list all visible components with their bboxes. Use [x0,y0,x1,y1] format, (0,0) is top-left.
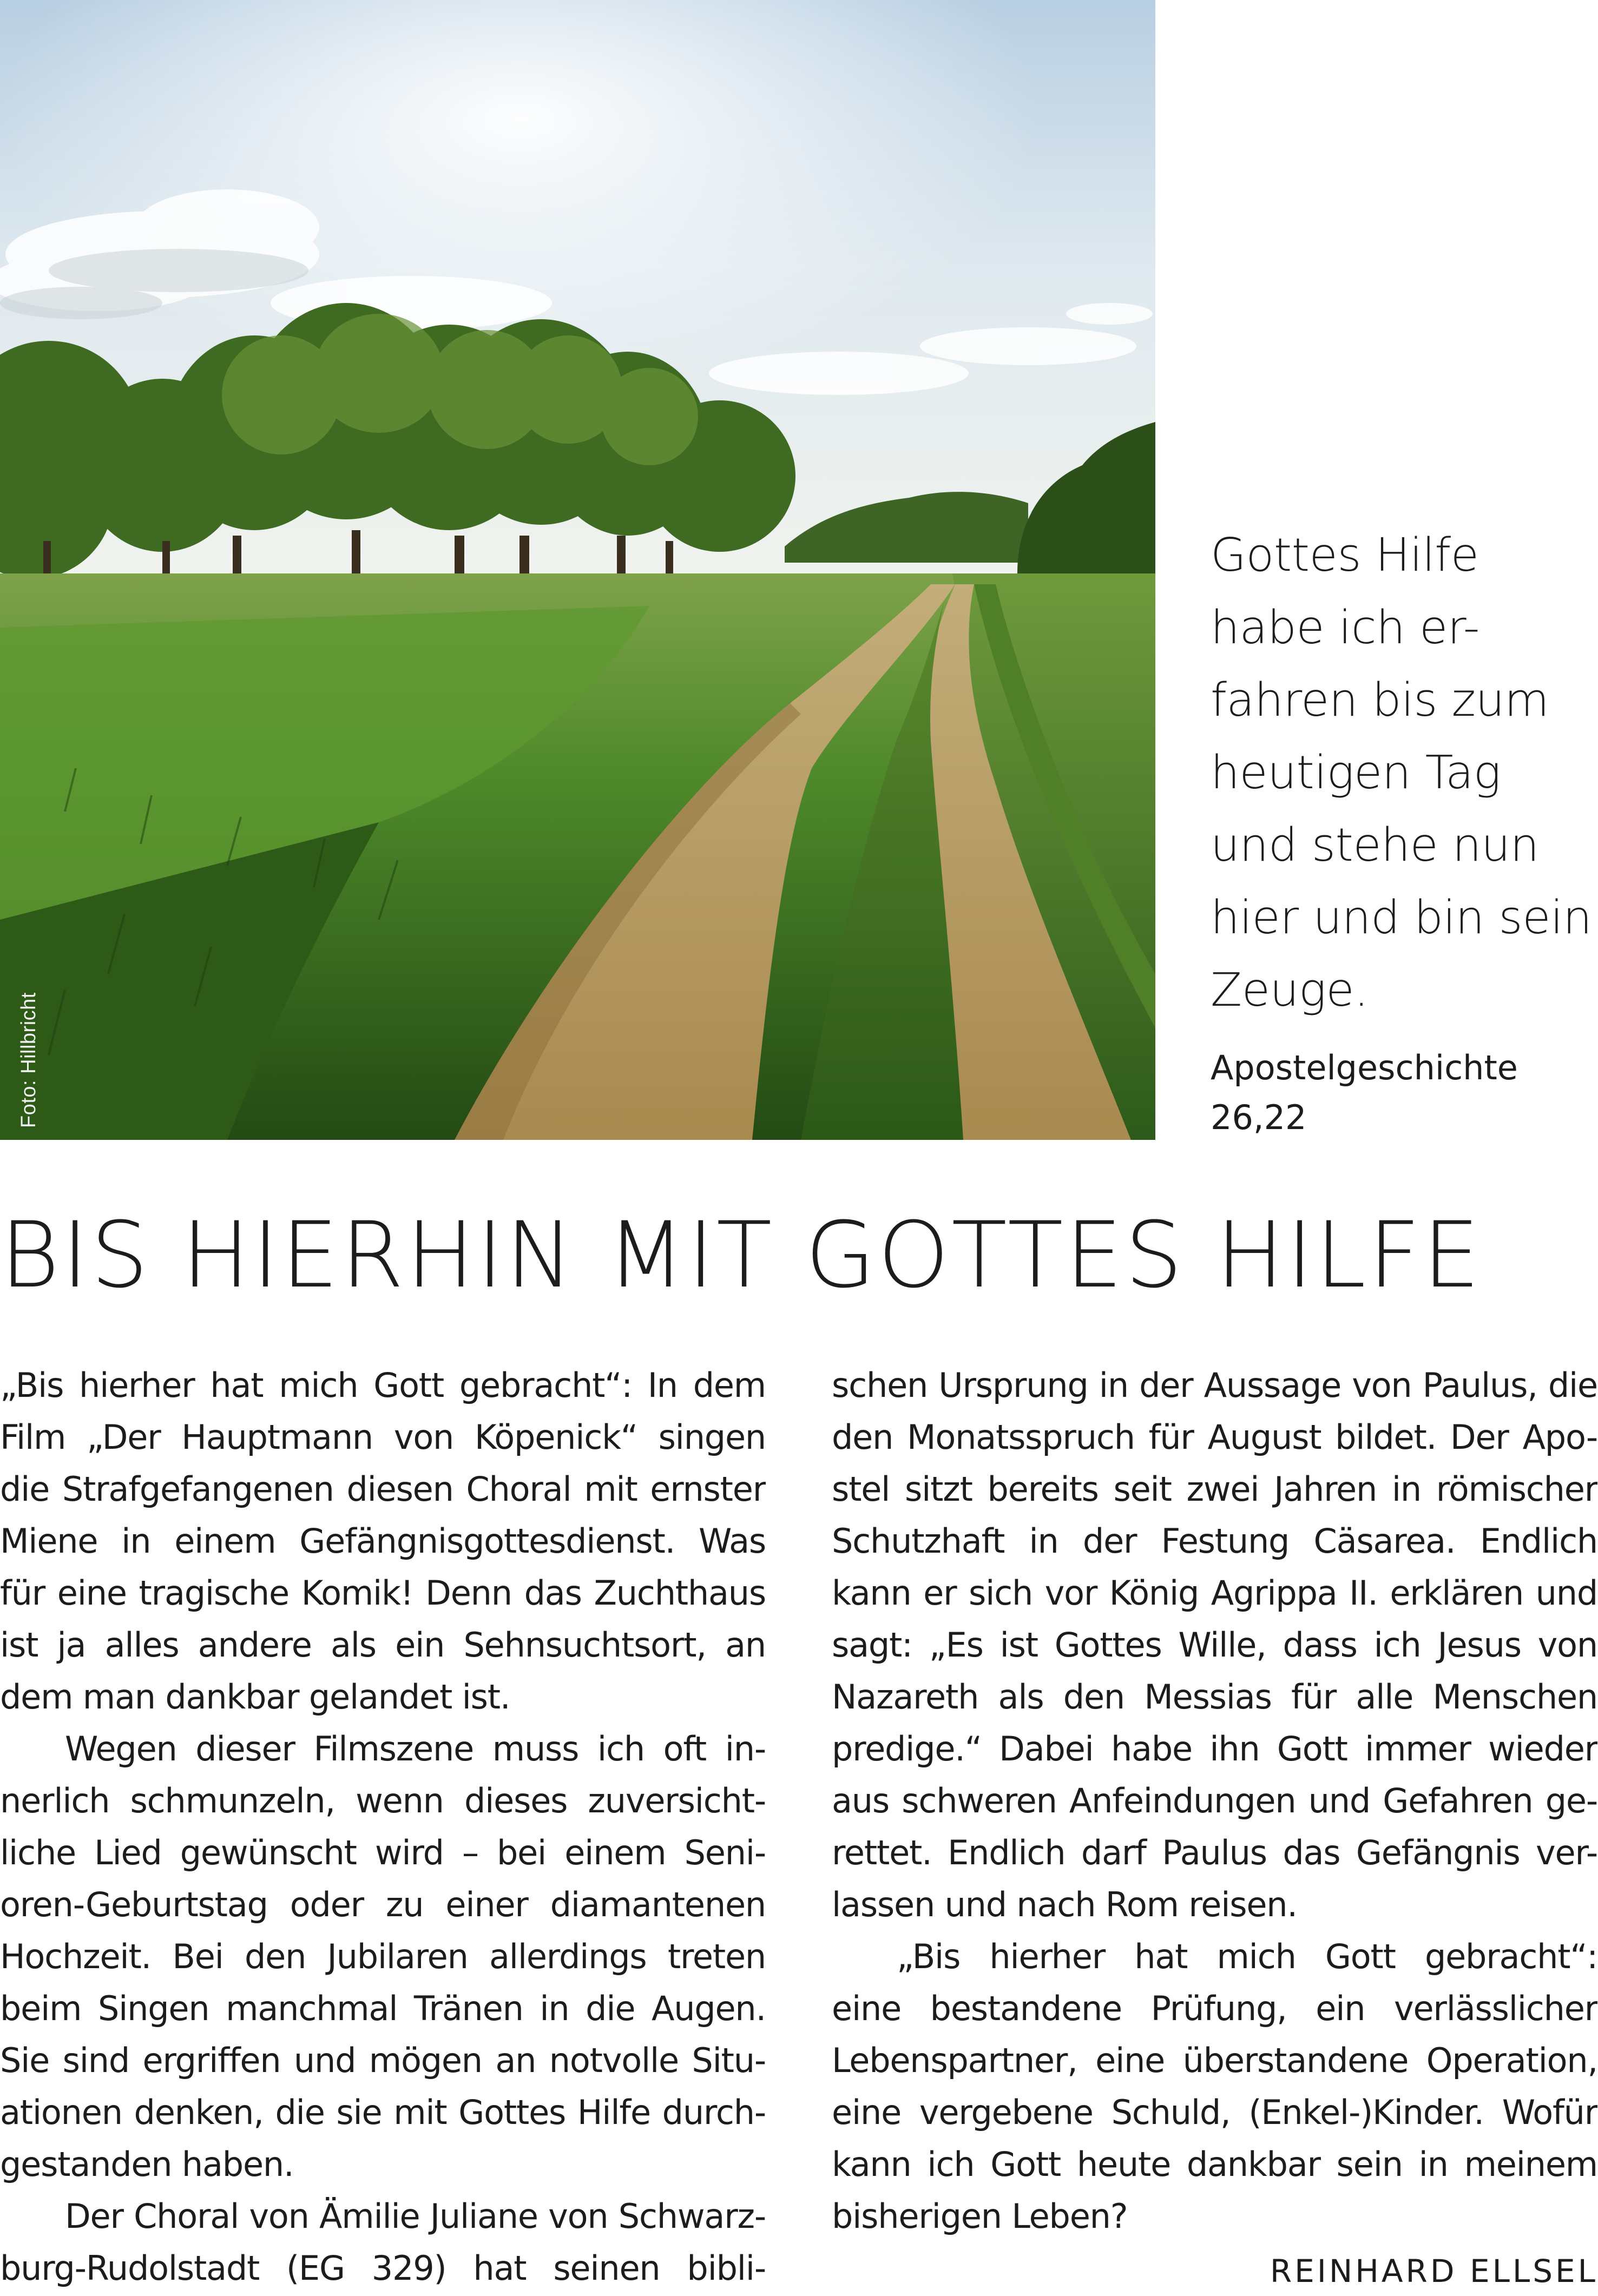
verse-line: fahren bis zum [1211,674,1549,727]
article-headline: BIS HIERHIN MIT GOTTES HILFE [0,1202,1482,1308]
body-line: nerlich schmunzeln, wenn dieses zuversicht- [0,1781,766,1820]
body-line: schen Ursprung in der Aussage von Paulus, die [832,1365,1597,1405]
verse-line: Gottes Hilfe [1211,529,1479,582]
body-line: rettet. Endlich darf Paulus das Gefängnis ver- [832,1833,1597,1872]
body-line: oren-Geburtstag oder zu einer diamantenen [0,1885,766,1924]
body-line: Lebenspartner, eine überstandene Operation, [832,2041,1597,2080]
body-line: Schutzhaft in der Festung Cäsarea. Endlich [832,1521,1597,1561]
body-line: Hochzeit. Bei den Jubilaren allerdings treten [0,1937,766,1976]
body-line: sagt: „Es ist Gottes Wille, dass ich Jesus von [832,1625,1597,1665]
body-line: Miene in einem Gefängnisgottesdienst. Was [0,1521,766,1561]
body-line: für eine tragische Komik! Denn das Zuchthaus [0,1573,766,1613]
body-line: Der Choral von Ämilie Juliane von Schwarz- [65,2196,766,2236]
body-line: „Bis hierher hat mich Gott gebracht“: [897,1937,1597,1976]
body-line: bisherigen Leben? [832,2196,1128,2236]
body-line: lassen und nach Rom reisen. [832,1885,1297,1924]
verse-reference-book: Apostelgeschichte [1211,1048,1518,1087]
verse-line: Zeuge. [1211,964,1369,1017]
body-line: kann er sich vor König Agrippa II. erklären und [832,1573,1597,1613]
body-line: ist ja alles andere als ein Sehnsuchtsort, an [0,1625,766,1665]
body-line: burg-Rudolstadt (EG 329) hat seinen bibli- [0,2248,766,2288]
body-line: eine vergebene Schuld, (Enkel-)Kinder. Wofür [832,2093,1597,2132]
landscape-photo [0,0,1155,1140]
body-column-right [832,1360,1597,2242]
body-line: den Monatsspruch für August bildet. Der Apo- [832,1417,1597,1457]
body-line: Nazareth als den Messias für alle Menschen [832,1677,1597,1717]
body-line: die Strafgefangenen diesen Choral mit ernster [0,1469,766,1509]
body-line: gestanden haben. [0,2145,294,2184]
verse-reference [1211,1043,1589,1143]
body-line: „Bis hierher hat mich Gott gebracht“: In dem [0,1365,766,1405]
verse-line: heutigen Tag [1211,746,1501,800]
verse-quote [1211,519,1592,1143]
body-line: ationen denken, die sie mit Gottes Hilfe durch- [0,2093,766,2132]
body-column-left [0,1360,766,2294]
body-line: stel sitzt bereits seit zwei Jahren in römischer [832,1469,1597,1509]
body-line: aus schweren Anfeindungen und Gefahren ge- [832,1781,1597,1820]
verse-line: und stehe nun [1211,819,1539,872]
verse-line: habe ich er- [1211,601,1479,655]
body-line: dem man dankbar gelandet ist. [0,1677,510,1717]
photo-credit: Foto: Hillbricht [17,992,40,1128]
body-line: beim Singen manchmal Tränen in die Augen. [0,1989,766,2028]
body-line: Wegen dieser Filmszene muss ich oft in- [65,1729,766,1769]
body-line: Sie sind ergriffen und mögen an notvolle Situ- [0,2041,766,2080]
verse-reference-chapter: 26,22 [1211,1098,1307,1137]
body-line: predige.“ Dabei habe ihn Gott immer wieder [832,1729,1597,1769]
body-line: eine bestandene Prüfung, ein verlässlicher [832,1989,1597,2028]
verse-line: hier und bin sein [1211,891,1592,945]
body-line: liche Lied gewünscht wird – bei einem Seni- [0,1833,766,1872]
author-name: REINHARD ELLSEL [1270,2253,1598,2290]
body-line: Film „Der Hauptmann von Köpenick“ singen [0,1417,766,1457]
body-line: kann ich Gott heute dankbar sein in meinem [832,2145,1597,2184]
